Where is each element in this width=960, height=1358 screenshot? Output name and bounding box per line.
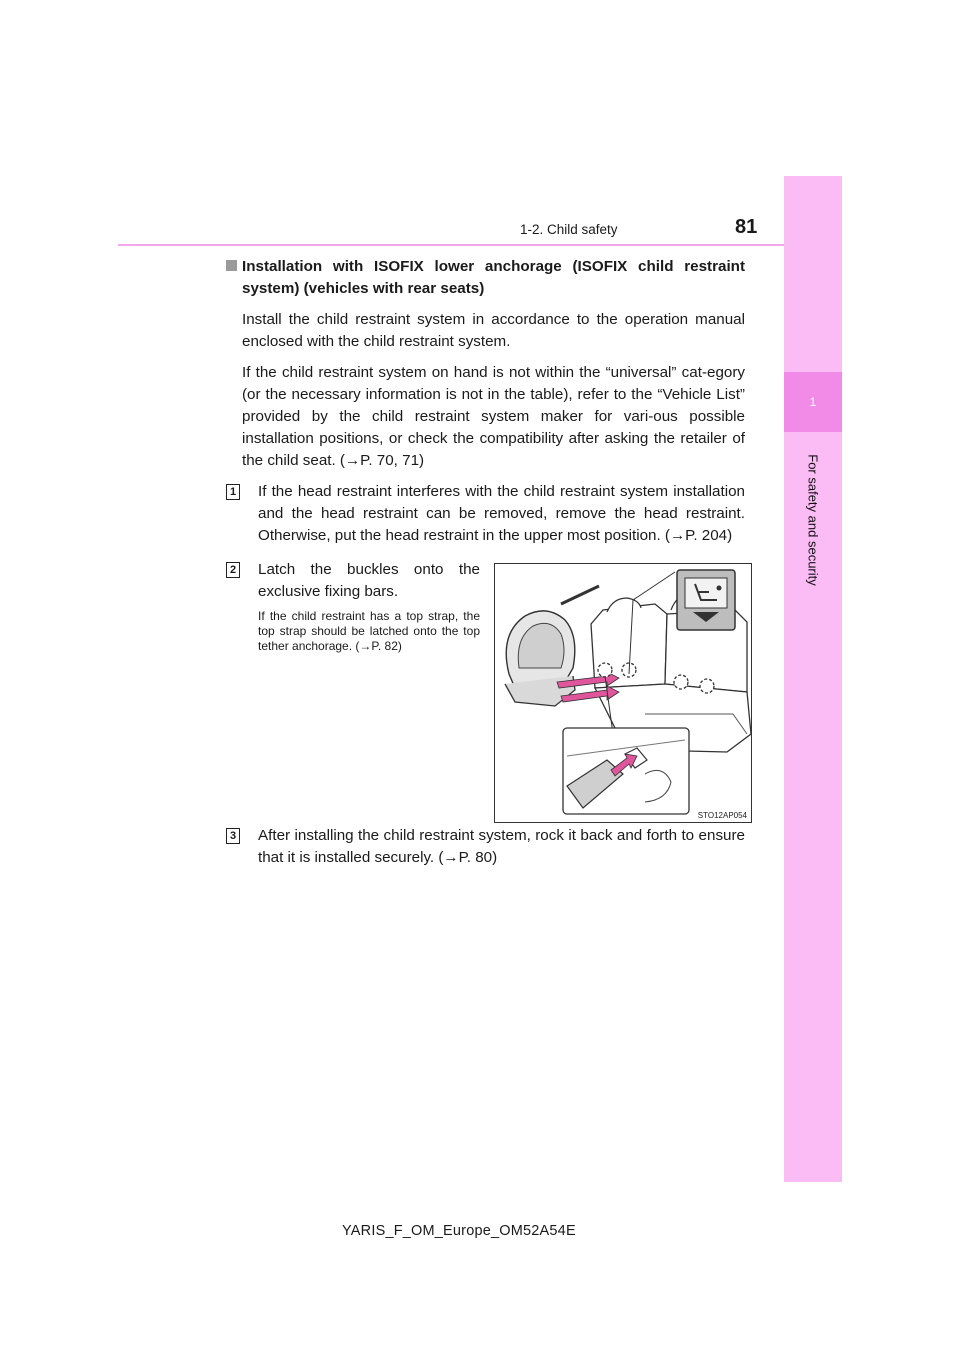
anchor-mark <box>598 663 612 677</box>
step-note: If the child restraint has a top strap, the top strap should be latched onto the top tether anchorage. (→P. 82) <box>258 609 480 653</box>
heading-square-icon <box>226 260 237 271</box>
header-section-title: 1-2. Child safety <box>520 222 618 237</box>
step-text: After installing the child restraint system, rock it back and forth to ensure that it is installed securely. (→P. 80) <box>258 827 745 866</box>
section-heading-text: Installation with ISOFIX lower anchorage (ISOFIX child restraint system) (vehicles with rear seats) <box>242 258 745 297</box>
step-number: 1 <box>226 484 240 500</box>
section-heading <box>226 256 745 300</box>
main-content <box>226 256 745 547</box>
isofix-illustration <box>495 564 751 822</box>
anchor-mark <box>674 675 688 689</box>
paragraph: If the child restraint system on hand is not within the “universal” cat-egory (or the necessary information is not in the table), refer to the “Vehicle List” provided by the child restraint system maker for vari-ous possible installation positions, or check the compatibility after asking the retailer of the child seat. (→P. 70, 71) <box>242 364 745 469</box>
footer-document-code: YARIS_F_OM_Europe_OM52A54E <box>342 1223 576 1239</box>
step-1 <box>226 481 745 547</box>
top-strap <box>561 586 599 604</box>
side-tab-chapter-label: For safety and security <box>805 454 821 586</box>
figure-code: STO12AP054 <box>697 811 747 820</box>
page-number: 81 <box>735 216 758 238</box>
side-tab-chapter-number: 1 <box>784 372 842 432</box>
step-text: Latch the buckles onto the exclusive fixing bars. <box>258 561 480 600</box>
step-number: 3 <box>226 828 240 844</box>
step-number: 2 <box>226 562 240 578</box>
side-tab <box>784 176 842 1182</box>
paragraph: Install the child restraint system in accordance to the operation manual enclosed with the child restraint system. <box>242 311 745 350</box>
isofix-installation-figure <box>494 563 752 823</box>
anchor-mark <box>700 679 714 693</box>
header-rule <box>118 244 784 246</box>
isofix-icon-dot <box>717 586 722 591</box>
step-text: If the head restraint interferes with the child restraint system installation and the head restraint can be removed, remove the head restraint. Otherwise, put the head restraint in the upper most position. (→P. 204) <box>258 483 745 544</box>
